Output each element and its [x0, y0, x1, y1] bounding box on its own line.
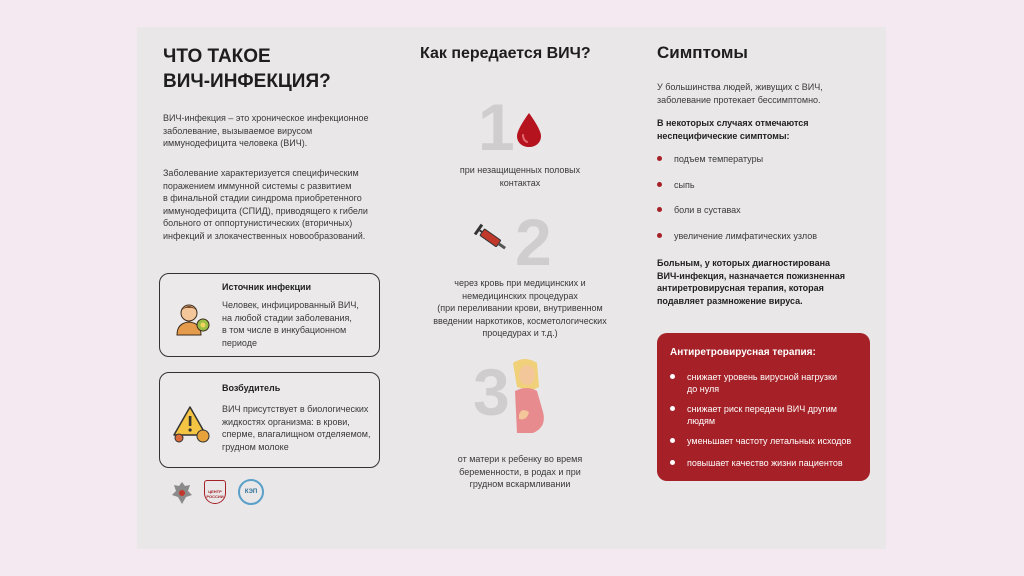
infographic-panel	[137, 27, 886, 549]
left-title	[163, 44, 331, 94]
warning-virus-icon	[170, 403, 212, 445]
symptom-text: подъем температуры	[674, 154, 764, 164]
center-logo-text: ЦЕНТР РОССИИ	[206, 489, 224, 499]
symptom-item	[657, 230, 872, 243]
description-line: инфекций и злокачественных новообразований.	[163, 230, 366, 241]
step2-line: немедицинских процедурах	[462, 290, 578, 301]
symptom-text: боли в суставах	[674, 205, 741, 215]
diagnosed-text	[657, 257, 877, 307]
bullet-dot	[657, 207, 662, 212]
diagnosed-line: подавляет размножение вируса.	[657, 295, 803, 306]
source-line: на любой стадии заболевания,	[222, 312, 352, 323]
step2-line: введении наркотиков, косметологических	[433, 315, 607, 326]
intro-line: ВИЧ-инфекция – это хроническое инфекционное	[163, 113, 369, 123]
symptom-list	[657, 153, 872, 242]
kep-logo	[238, 479, 264, 505]
middle-title: Как передается ВИЧ?	[420, 45, 591, 62]
left-title-line1: ЧТО ТАКОЕ	[163, 46, 271, 67]
bullet-dot	[657, 182, 662, 187]
right-title: Симптомы	[657, 43, 748, 62]
nonspecific-heading	[657, 117, 872, 142]
description-line: больного от оппортунистических (вторичных)	[163, 218, 353, 228]
source-line: периоде	[222, 337, 257, 348]
diagnosed-line: ВИЧ-инфекция, назначается пожизненная	[657, 270, 846, 281]
emblem-logo	[170, 480, 194, 506]
symptom-item	[657, 153, 872, 166]
bullet-dot	[670, 374, 675, 379]
description-line: поражением иммунной системы с развитием	[163, 180, 352, 191]
therapy-text: снижает уровень вирусной нагрузки	[687, 372, 837, 382]
step-number-1: 1	[478, 90, 515, 164]
pathogen-card-title: Возбудитель	[222, 383, 281, 393]
step1-line: контактах	[499, 177, 541, 188]
step-number-3: 3	[473, 355, 510, 429]
step3-line: от матери к ребенку во время	[457, 454, 583, 464]
person-icon	[173, 299, 213, 339]
source-card-title: Источник инфекции	[222, 282, 312, 292]
nonspecific-line: В некоторых случаях отмечаются	[657, 118, 809, 128]
kep-logo-text: КЭП	[244, 489, 258, 495]
pathogen-line: грудном молоке	[222, 441, 289, 452]
syringe-icon	[472, 223, 512, 255]
right-intro	[657, 81, 872, 106]
description-line: иммунодефицита (СПИД), приводящего к гибели	[163, 205, 368, 216]
step-text-3	[420, 453, 620, 491]
symptom-text: сыпь	[674, 179, 695, 190]
step-text-1	[420, 164, 620, 189]
description-text	[163, 167, 403, 242]
step2-line: через кровь при медицинских и	[454, 278, 586, 288]
right-intro-line: заболевание протекает бессимптомно.	[657, 94, 821, 105]
therapy-card	[657, 333, 870, 481]
pathogen-line: жидкостях организма: в крови,	[222, 416, 350, 427]
pathogen-line: сперме, влагалищном отделяемом,	[222, 429, 371, 439]
diagnosed-line: антиретровирусная терапия, которая	[657, 283, 824, 293]
pathogen-line: ВИЧ присутствует в биологических	[222, 404, 369, 414]
bullet-dot	[670, 460, 675, 465]
intro-line: иммунодефицита человека (ВИЧ).	[163, 138, 308, 148]
step-text-2	[400, 277, 640, 340]
bullet-dot	[657, 233, 662, 238]
bullet-dot	[670, 438, 675, 443]
blood-drop-icon	[514, 111, 544, 149]
symptom-item	[657, 179, 872, 192]
source-card	[159, 273, 380, 357]
intro-line: заболевание, вызываемое вирусом	[163, 125, 313, 136]
symptom-text: увеличение лимфатических узлов	[674, 230, 818, 241]
pregnant-woman-icon	[503, 357, 555, 437]
therapy-text: уменьшает частоту летальных исходов	[687, 436, 852, 446]
therapy-text: повышает качество жизни пациентов	[687, 458, 843, 468]
therapy-list	[670, 371, 865, 469]
center-logo	[204, 480, 226, 504]
symptom-item	[657, 204, 872, 217]
therapy-item	[670, 371, 865, 395]
step2-line: (при переливании крови, внутривенном	[437, 303, 603, 313]
therapy-title: Антиретровирусная терапия:	[670, 347, 816, 358]
source-line: в том числе в инкубационном	[222, 325, 347, 335]
nonspecific-line: неспецифические симптомы:	[657, 130, 790, 141]
pathogen-card	[159, 372, 380, 468]
diagnosed-line: Больным, у которых диагностирована	[657, 258, 831, 268]
step1-line: при незащищенных половых	[459, 165, 581, 175]
step2-line: процедурах и т.д.)	[482, 328, 558, 338]
source-card-text	[222, 299, 377, 349]
bullet-dot	[657, 156, 662, 161]
right-intro-line: У большинства людей, живущих с ВИЧ,	[657, 82, 823, 92]
bullet-dot	[670, 406, 675, 411]
therapy-item	[670, 457, 865, 469]
therapy-item	[670, 403, 865, 427]
step-number-2: 2	[515, 205, 552, 279]
therapy-item	[670, 435, 865, 447]
therapy-text: снижает риск передачи ВИЧ другим	[687, 404, 837, 414]
pathogen-card-text	[222, 403, 377, 453]
description-line: Заболевание характеризуется специфическим	[163, 168, 359, 178]
step3-line: грудном вскармливании	[469, 479, 571, 489]
therapy-text: до нуля	[687, 384, 720, 394]
left-title-line2: ВИЧ-ИНФЕКЦИЯ?	[163, 71, 331, 92]
step3-line: беременности, в родах и при	[459, 466, 581, 477]
source-line: Человек, инфицированный ВИЧ,	[222, 300, 359, 310]
intro-text	[163, 112, 388, 150]
description-line: в финальной стадии синдрома приобретенного	[163, 193, 362, 203]
therapy-text: людям	[687, 416, 716, 426]
